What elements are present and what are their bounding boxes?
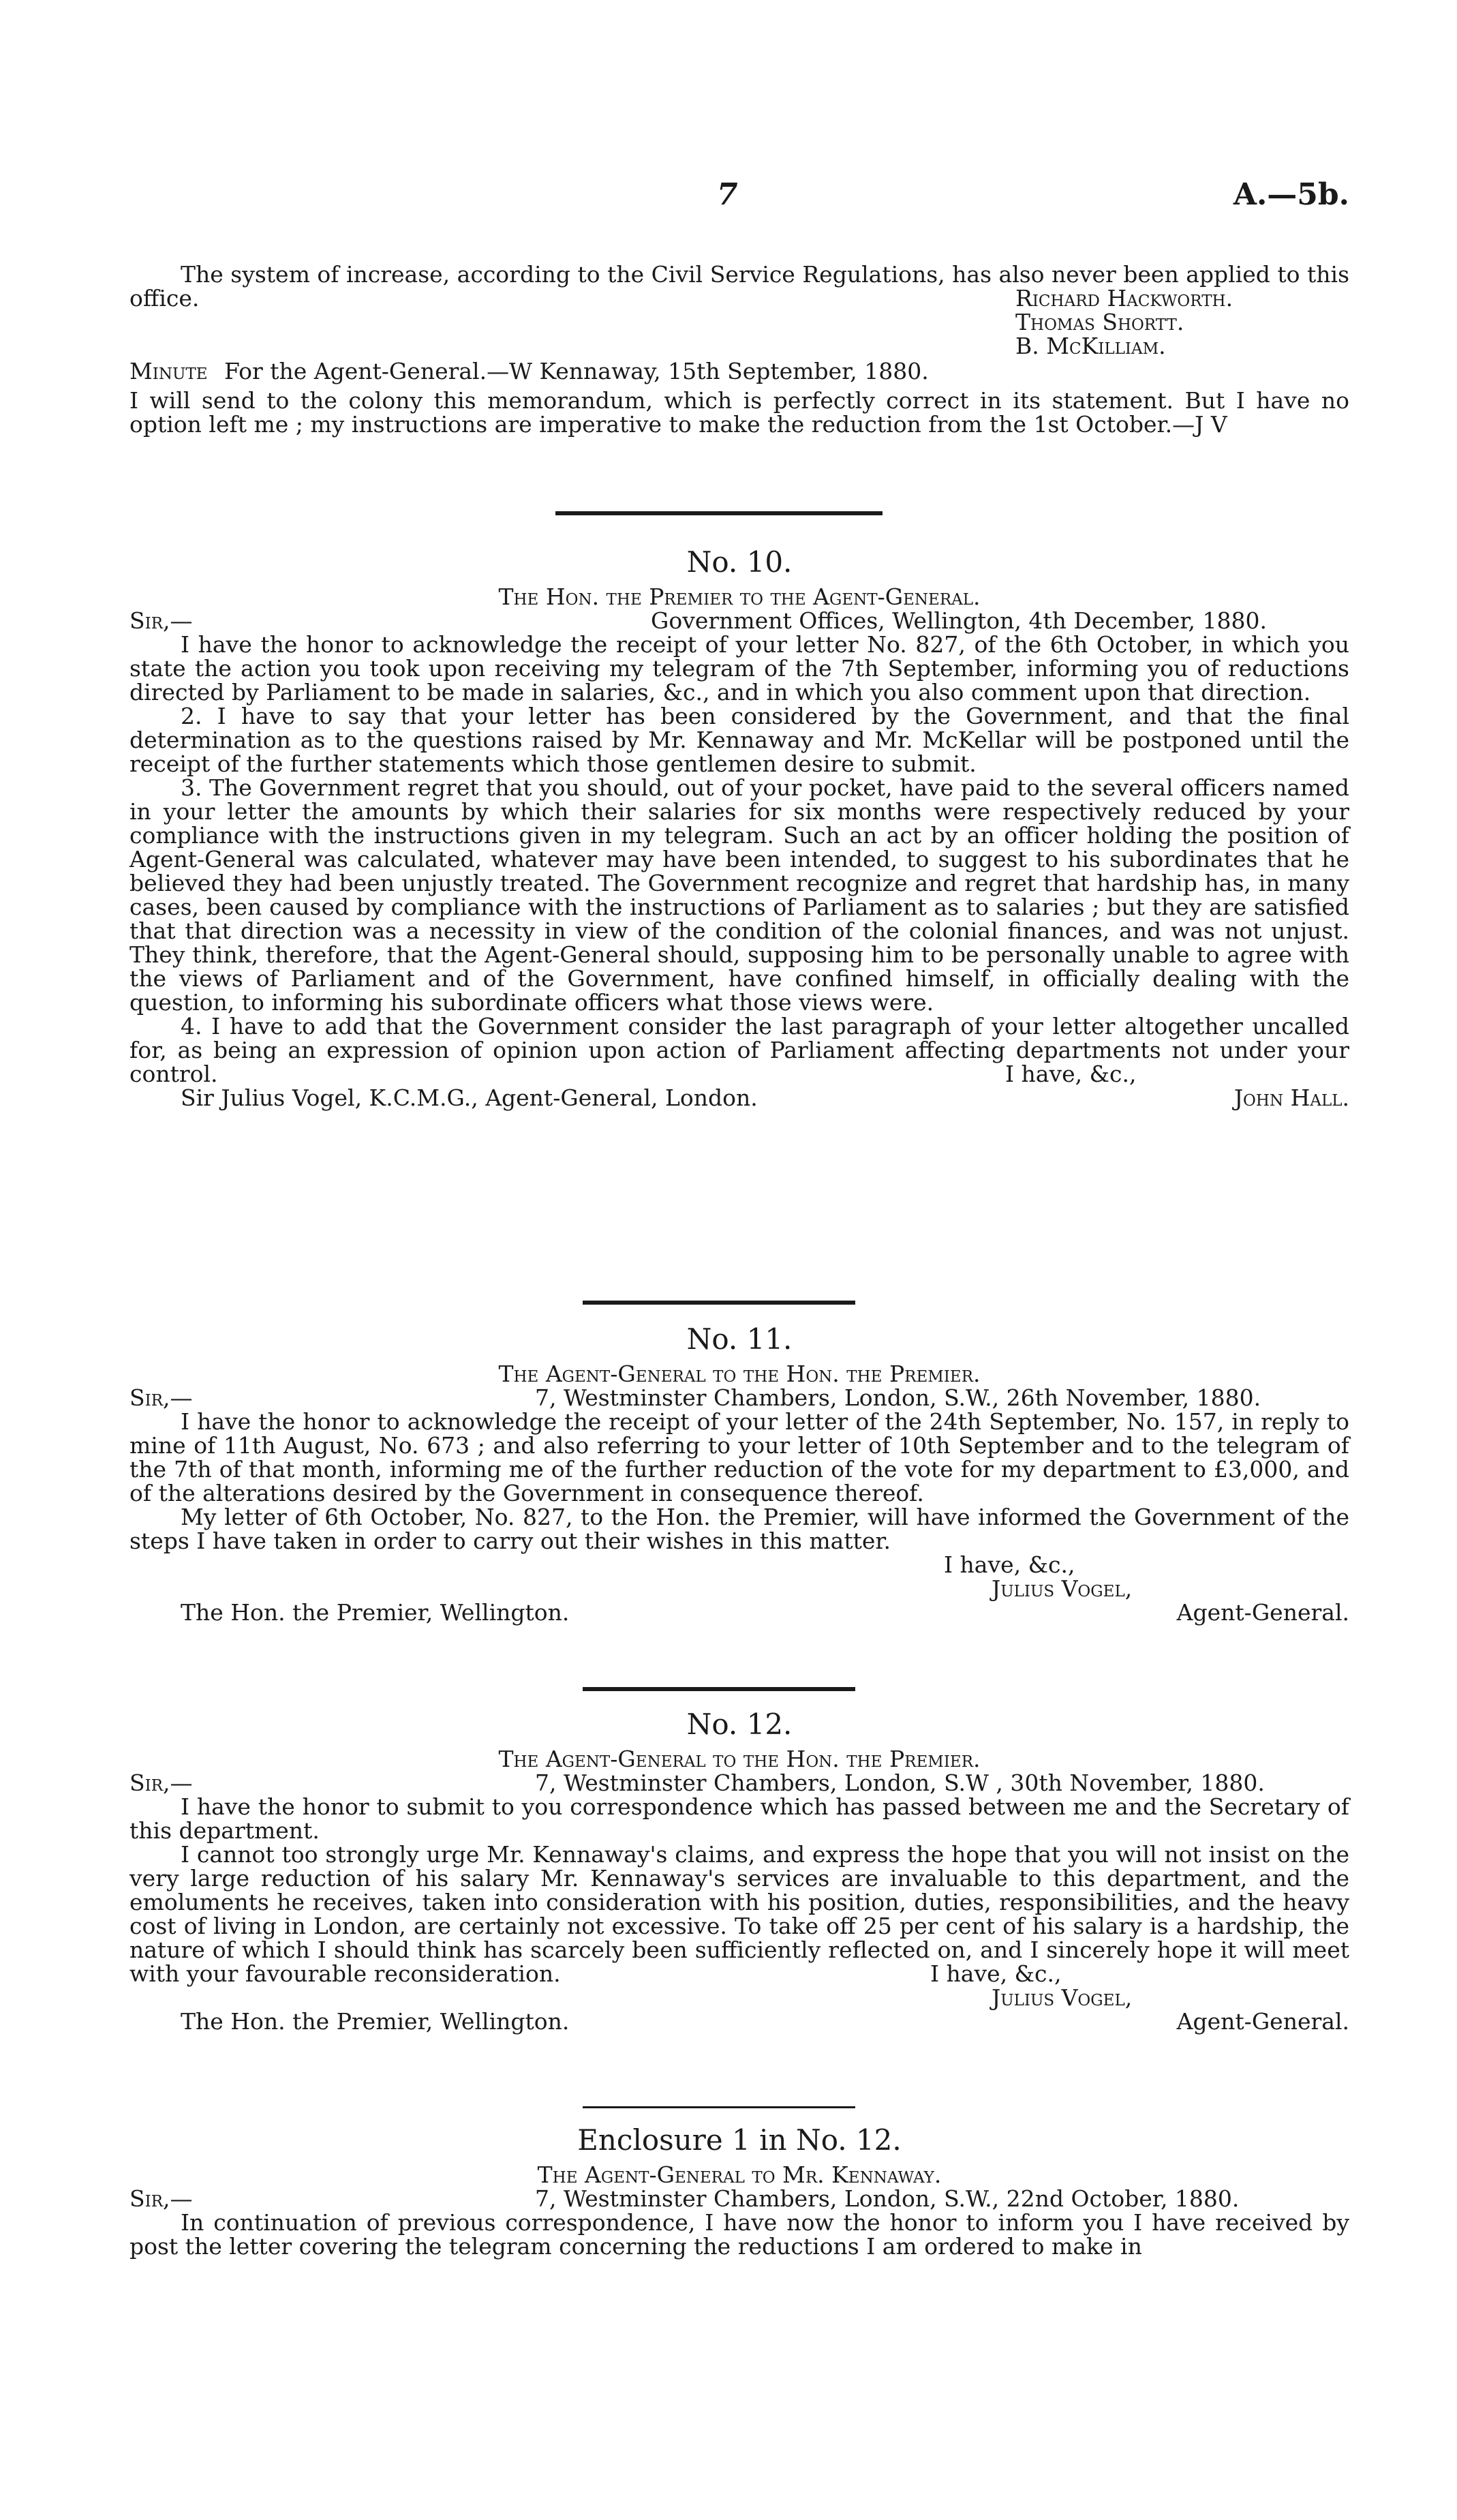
page-header xyxy=(129,177,1349,217)
section-divider xyxy=(555,511,883,515)
closing-row xyxy=(129,1062,1349,1086)
section-divider xyxy=(583,1301,855,1305)
letter-no-11 xyxy=(129,1322,1349,1624)
letter-address: Government Offices, Wellington, 4th December, 1880. xyxy=(651,607,1267,634)
letter-no-10 xyxy=(129,545,1349,1110)
letter-title: No. 10. xyxy=(686,545,793,579)
paragraph: 3. The Government regret that you should, out of your pocket, have paid to the several officers named in your letter the amounts by which their salaries for six months were respectively reduced by your compliance with the instructions given in my telegram. Such an act by an officer holding the position of Agent-General was calculated, whatever may have been intended, to suggest to his subordinates that he believed they had been unjustly treated. The Government recognize and regret that hardship has, in many cases, been caused by compliance with the instructions of Parliament as to salaries ; but they are satisfied that that direction was a necessity in view of the condition of the colonial finances, and was not unjust. They think, therefore, that the Agent-General should, supposing him to be personally unable to agree with the views of Parliament and of the Government, have confined himself, in officially dealing with the question, to informing his subordinate officers what those views were. xyxy=(129,774,1349,1016)
signatory: B. McKilliam. xyxy=(1015,333,1166,359)
paragraph: I have the honor to submit to you correspondence which has passed between me and the Secretary of this department. xyxy=(129,1793,1349,1844)
signature: Julius Vogel, xyxy=(992,1984,1133,2011)
signatory-role: Agent-General. xyxy=(1176,1599,1349,1626)
letter-address: 7, Westminster Chambers, London, S.W , 30th November, 1880. xyxy=(535,1770,1265,1796)
top-paragraph: The system of increase, according to the Civil Service Regulations, has also never been applied to this office. xyxy=(129,261,1349,312)
enclosure-title: Enclosure 1 in No. 12. xyxy=(577,2123,902,2157)
salutation-row xyxy=(129,1386,1349,1410)
letter-subtitle: The Agent-General to the Hon. the Premier. xyxy=(498,1746,981,1772)
signatory: Richard Hackworth. xyxy=(1015,285,1233,312)
paragraph: I have the honor to acknowledge the receipt of your letter No. 827, of the 6th October, in which you state the action you took upon receiving my telegram of the 7th September, informing you of reductions directed by Parliament to be made in salaries, &c., and in which you also comment upon that direction. xyxy=(129,631,1349,705)
signatory-role: Agent-General. xyxy=(1176,2008,1349,2035)
closing: I have, &c., xyxy=(1005,1061,1137,1087)
salutation: Sir,— xyxy=(129,1384,193,1411)
closing: I have, &c., xyxy=(944,1551,1075,1578)
letter-title: No. 11. xyxy=(686,1322,793,1356)
minute-line xyxy=(129,359,1349,383)
top-section xyxy=(129,262,1349,436)
letter-title: No. 12. xyxy=(686,1707,793,1741)
addressee-row xyxy=(129,1086,1349,1110)
signatories xyxy=(1015,286,1349,358)
closing: I have, &c., xyxy=(930,1960,1062,1987)
paragraph: I have the honor to acknowledge the receipt of your letter of the 24th September, No. 157, in reply to mine of 11th August, No. 673 ; and also referring to your letter of 10th September and to the telegram of the 7th of that month, informing me of the further reduction of the vote for my department to £3,000, and of the alterations desired by the Government in consequence thereof. xyxy=(129,1408,1349,1506)
page-number: 7 xyxy=(717,177,738,212)
minute-label: Minute xyxy=(129,358,208,384)
addressee: Sir Julius Vogel, K.C.M.G., Agent-General, London. xyxy=(181,1084,758,1111)
salutation: Sir,— xyxy=(129,2185,193,2212)
salutation: Sir,— xyxy=(129,1770,193,1796)
addressee-row xyxy=(129,1600,1349,1624)
paragraph: 2. I have to say that your letter has been considered by the Government, and that the final determination as to the questions raised by Mr. Kennaway and Mr. McKellar will be postponed until the receipt of the further statements which those gentlemen desire to submit. xyxy=(129,703,1349,777)
minute-reply: I will send to the colony this memorandum, which is perfectly correct in its statement. But I have no option left me ; my instructions are imperative to make the reduction from the 1st October.—J V xyxy=(129,387,1349,438)
closing-row xyxy=(129,1962,1349,1986)
signature-row xyxy=(129,1577,1349,1600)
enclosure-subtitle: The Agent-General to Mr. Kennaway. xyxy=(537,2161,942,2188)
minute-text: For the Agent-General.—W Kennaway, 15th September, 1880. xyxy=(224,358,929,384)
letter-subtitle: The Hon. the Premier to the Agent-General. xyxy=(498,583,981,610)
section-divider xyxy=(583,2106,855,2108)
addressee-row xyxy=(129,2009,1349,2033)
paragraph: In continuation of previous correspondence, I have now the honor to inform you I have received by post the letter covering the telegram concerning the reductions I am ordered to make in xyxy=(129,2209,1349,2260)
closing-row xyxy=(129,1553,1349,1577)
salutation-row xyxy=(129,2187,1349,2211)
addressee: The Hon. the Premier, Wellington. xyxy=(181,1599,570,1626)
paragraph: 4. I have to add that the Government consider the last paragraph of your letter altogether uncalled for, as being an expression of opinion upon action of Parliament affecting departments not under your control. xyxy=(129,1013,1349,1087)
salutation: Sir,— xyxy=(129,607,193,634)
letter-subtitle: The Agent-General to the Hon. the Premier. xyxy=(498,1361,981,1387)
letter-no-12 xyxy=(129,1707,1349,2033)
signatory: Thomas Shortt. xyxy=(1015,309,1184,335)
letter-address: 7, Westminster Chambers, London, S.W., 22nd October, 1880. xyxy=(535,2185,1240,2212)
document-reference: A.—5b. xyxy=(1233,177,1349,212)
signature: John Hall. xyxy=(1233,1084,1349,1111)
signature-row xyxy=(129,1986,1349,2009)
addressee: The Hon. the Premier, Wellington. xyxy=(181,2008,570,2035)
salutation-row xyxy=(129,1771,1349,1795)
paragraph: My letter of 6th October, No. 827, to the Hon. the Premier, will have informed the Government of the steps I have taken in order to carry out their wishes in this matter. xyxy=(129,1504,1349,1554)
enclosure-1 xyxy=(129,2123,1349,2258)
letter-address: 7, Westminster Chambers, London, S.W., 26th November, 1880. xyxy=(535,1384,1261,1411)
section-divider xyxy=(583,1687,855,1691)
paragraph: I cannot too strongly urge Mr. Kennaway's claims, and express the hope that you will not insist on the very large reduction of his salary Mr. Kennaway's services are invaluable to this department, and the emoluments he receives, taken into consideration with his position, duties, responsibilities, and the heavy cost of living in London, are certainly not excessive. To take off 25 per cent of his salary is a hardship, the nature of which I should think has scarcely been sufficiently reflected on, and I sincerely hope it will meet with your favourable reconsideration. xyxy=(129,1841,1349,1987)
signature: Julius Vogel, xyxy=(992,1575,1133,1602)
salutation-row xyxy=(129,609,1349,633)
